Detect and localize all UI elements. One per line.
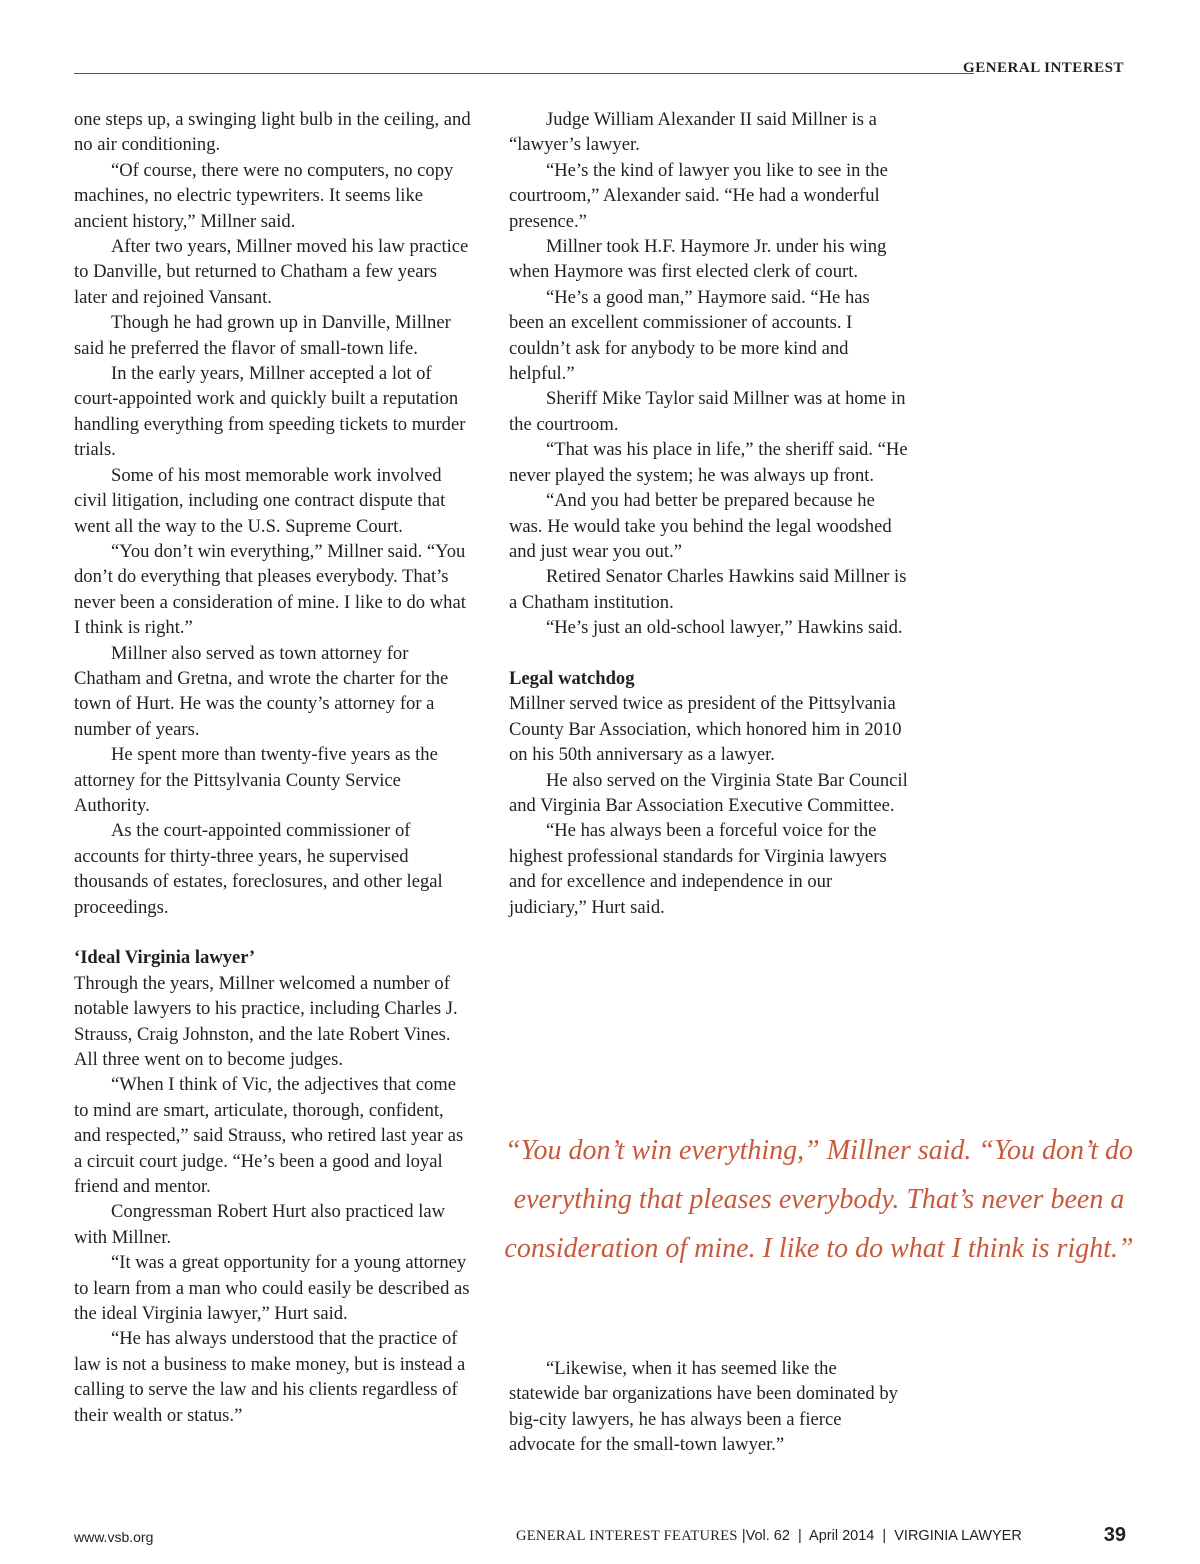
paragraph: Congressman Robert Hurt also practiced law with Millner. [74, 1201, 446, 1248]
footer-section: GENERAL INTEREST FEATURES [516, 1528, 738, 1544]
paragraph: “He’s a good man,” Haymore said. “He has been an excellent commissioner of accounts. I couldn’t ask for anybody to be more kind and helpful.” [509, 286, 870, 385]
paragraph: Through the years, Millner welcomed a number of notable lawyers to his practice, including Charles J. Strauss, Craig Johnston, and the late Robert Vines. All three went on to become judges. [74, 972, 458, 1071]
subhead-legal-watchdog: Legal watchdog [509, 667, 635, 689]
footer-publication-info [516, 1528, 1022, 1545]
paragraph: “He’s just an old-school lawyer,” Hawkins said. [546, 617, 903, 639]
left-column [74, 107, 472, 1428]
paragraph: “He’s the kind of lawyer you like to see in the courtroom,” Alexander said. “He had a wonderful presence.” [509, 159, 888, 232]
subhead-ideal-virginia-lawyer: ‘Ideal Virginia lawyer’ [74, 947, 256, 969]
page-number: 39 [1103, 1524, 1126, 1546]
paragraph: As the court-appointed commissioner of accounts for thirty-three years, he supervised thousands of estates, foreclosures, and other legal proceedings. [74, 820, 443, 918]
paragraph: “It was a great opportunity for a young attorney to learn from a man who could easily be described as the ideal Virginia lawyer,” Hurt said. [74, 1252, 470, 1325]
paragraph: “You don’t win everything,” Millner said. “You don’t do everything that pleases everybody. That’s never been a consideration of mine. I like to do what I think is right.” [74, 540, 466, 639]
paragraph: Though he had grown up in Danville, Millner said he preferred the flavor of small-town life. [74, 312, 451, 359]
paragraph: Some of his most memorable work involved civil litigation, including one contract dispute that went all the way to the U.S. Supreme Court. [74, 464, 446, 537]
paragraph: Millner also served as town attorney for Chatham and Gretna, and wrote the charter for the town of Hurt. He was the county’s attorney for a number of years. [74, 642, 449, 740]
paragraph: “He has always been a forceful voice for the highest professional standards for Virginia lawyers and for excellence and independence in our judiciary,” Hurt said. [509, 820, 887, 918]
paragraph: “Likewise, when it has seemed like the statewide bar organizations have been dominated by big-city lawyers, he has always been a fierce advocate for the small-town lawyer.” [509, 1358, 898, 1456]
paragraph: “That was his place in life,” the sheriff said. “He never played the system; he was always up front. [509, 439, 908, 486]
paragraph: After two years, Millner moved his law practice to Danville, but returned to Chatham a few years later and rejoined Vansant. [74, 236, 469, 308]
paragraph: Millner served twice as president of the Pittsylvania County Bar Association, which honored him in 2010 on his 50th anniversary as a lawyer. [509, 693, 902, 766]
paragraph: “And you had better be prepared because he was. He would take you behind the legal woodshed and just wear you out.” [509, 490, 892, 562]
footer-divider: | [798, 1528, 802, 1544]
footer-divider: | [741, 1528, 746, 1544]
paragraph: He also served on the Virginia State Bar Council and Virginia Bar Association Executive Committee. [509, 769, 908, 816]
paragraph: “He has always understood that the practice of law is not a business to make money, but is instead a calling to serve the law and his clients regardless of their wealth or status.” [74, 1328, 466, 1426]
paragraph: one steps up, a swinging light bulb in the ceiling, and no air conditioning. [74, 109, 471, 156]
footer-volume: Vol. 62 [745, 1528, 790, 1544]
paragraph: Judge William Alexander II said Millner is a “lawyer’s lawyer. [509, 109, 877, 156]
paragraph: “When I think of Vic, the adjectives that come to mind are smart, articulate, thorough, confident, and respected,” said Strauss, who retired last year as a circuit court judge. “He’s been a good and loyal friend and mentor. [74, 1074, 464, 1198]
paragraph: Retired Senator Charles Hawkins said Millner is a Chatham institution. [509, 566, 907, 613]
paragraph: “Of course, there were no computers, no copy machines, no electric typewriters. It seems like ancient history,” Millner said. [74, 159, 454, 232]
footer-divider: | [882, 1528, 887, 1544]
header-rule [74, 73, 974, 74]
footer-date: April 2014 [809, 1528, 875, 1544]
pull-quote: “You don’t win everything,” Millner said. “You don’t do everything that pleases everybody. That’s never been a consideration of mine. I like to do what I think is right.” [504, 1135, 1134, 1264]
paragraph: Sheriff Mike Taylor said Millner was at home in the courtroom. [509, 388, 906, 435]
section-label: GENERAL INTEREST [963, 60, 1124, 76]
right-column-continued [509, 1356, 909, 1458]
paragraph: He spent more than twenty-five years as the attorney for the Pittsylvania County Service Authority. [74, 744, 438, 816]
footer-publication: VIRGINIA LAWYER [894, 1528, 1022, 1544]
paragraph: In the early years, Millner accepted a lot of court-appointed work and quickly built a reputation handling everything from speeding tickets to murder trials. [74, 363, 466, 461]
right-column [509, 107, 909, 920]
paragraph: Millner took H.F. Haymore Jr. under his wing when Haymore was first elected clerk of court. [509, 236, 887, 283]
footer-website-link[interactable]: www.vsb.org [74, 1529, 154, 1545]
